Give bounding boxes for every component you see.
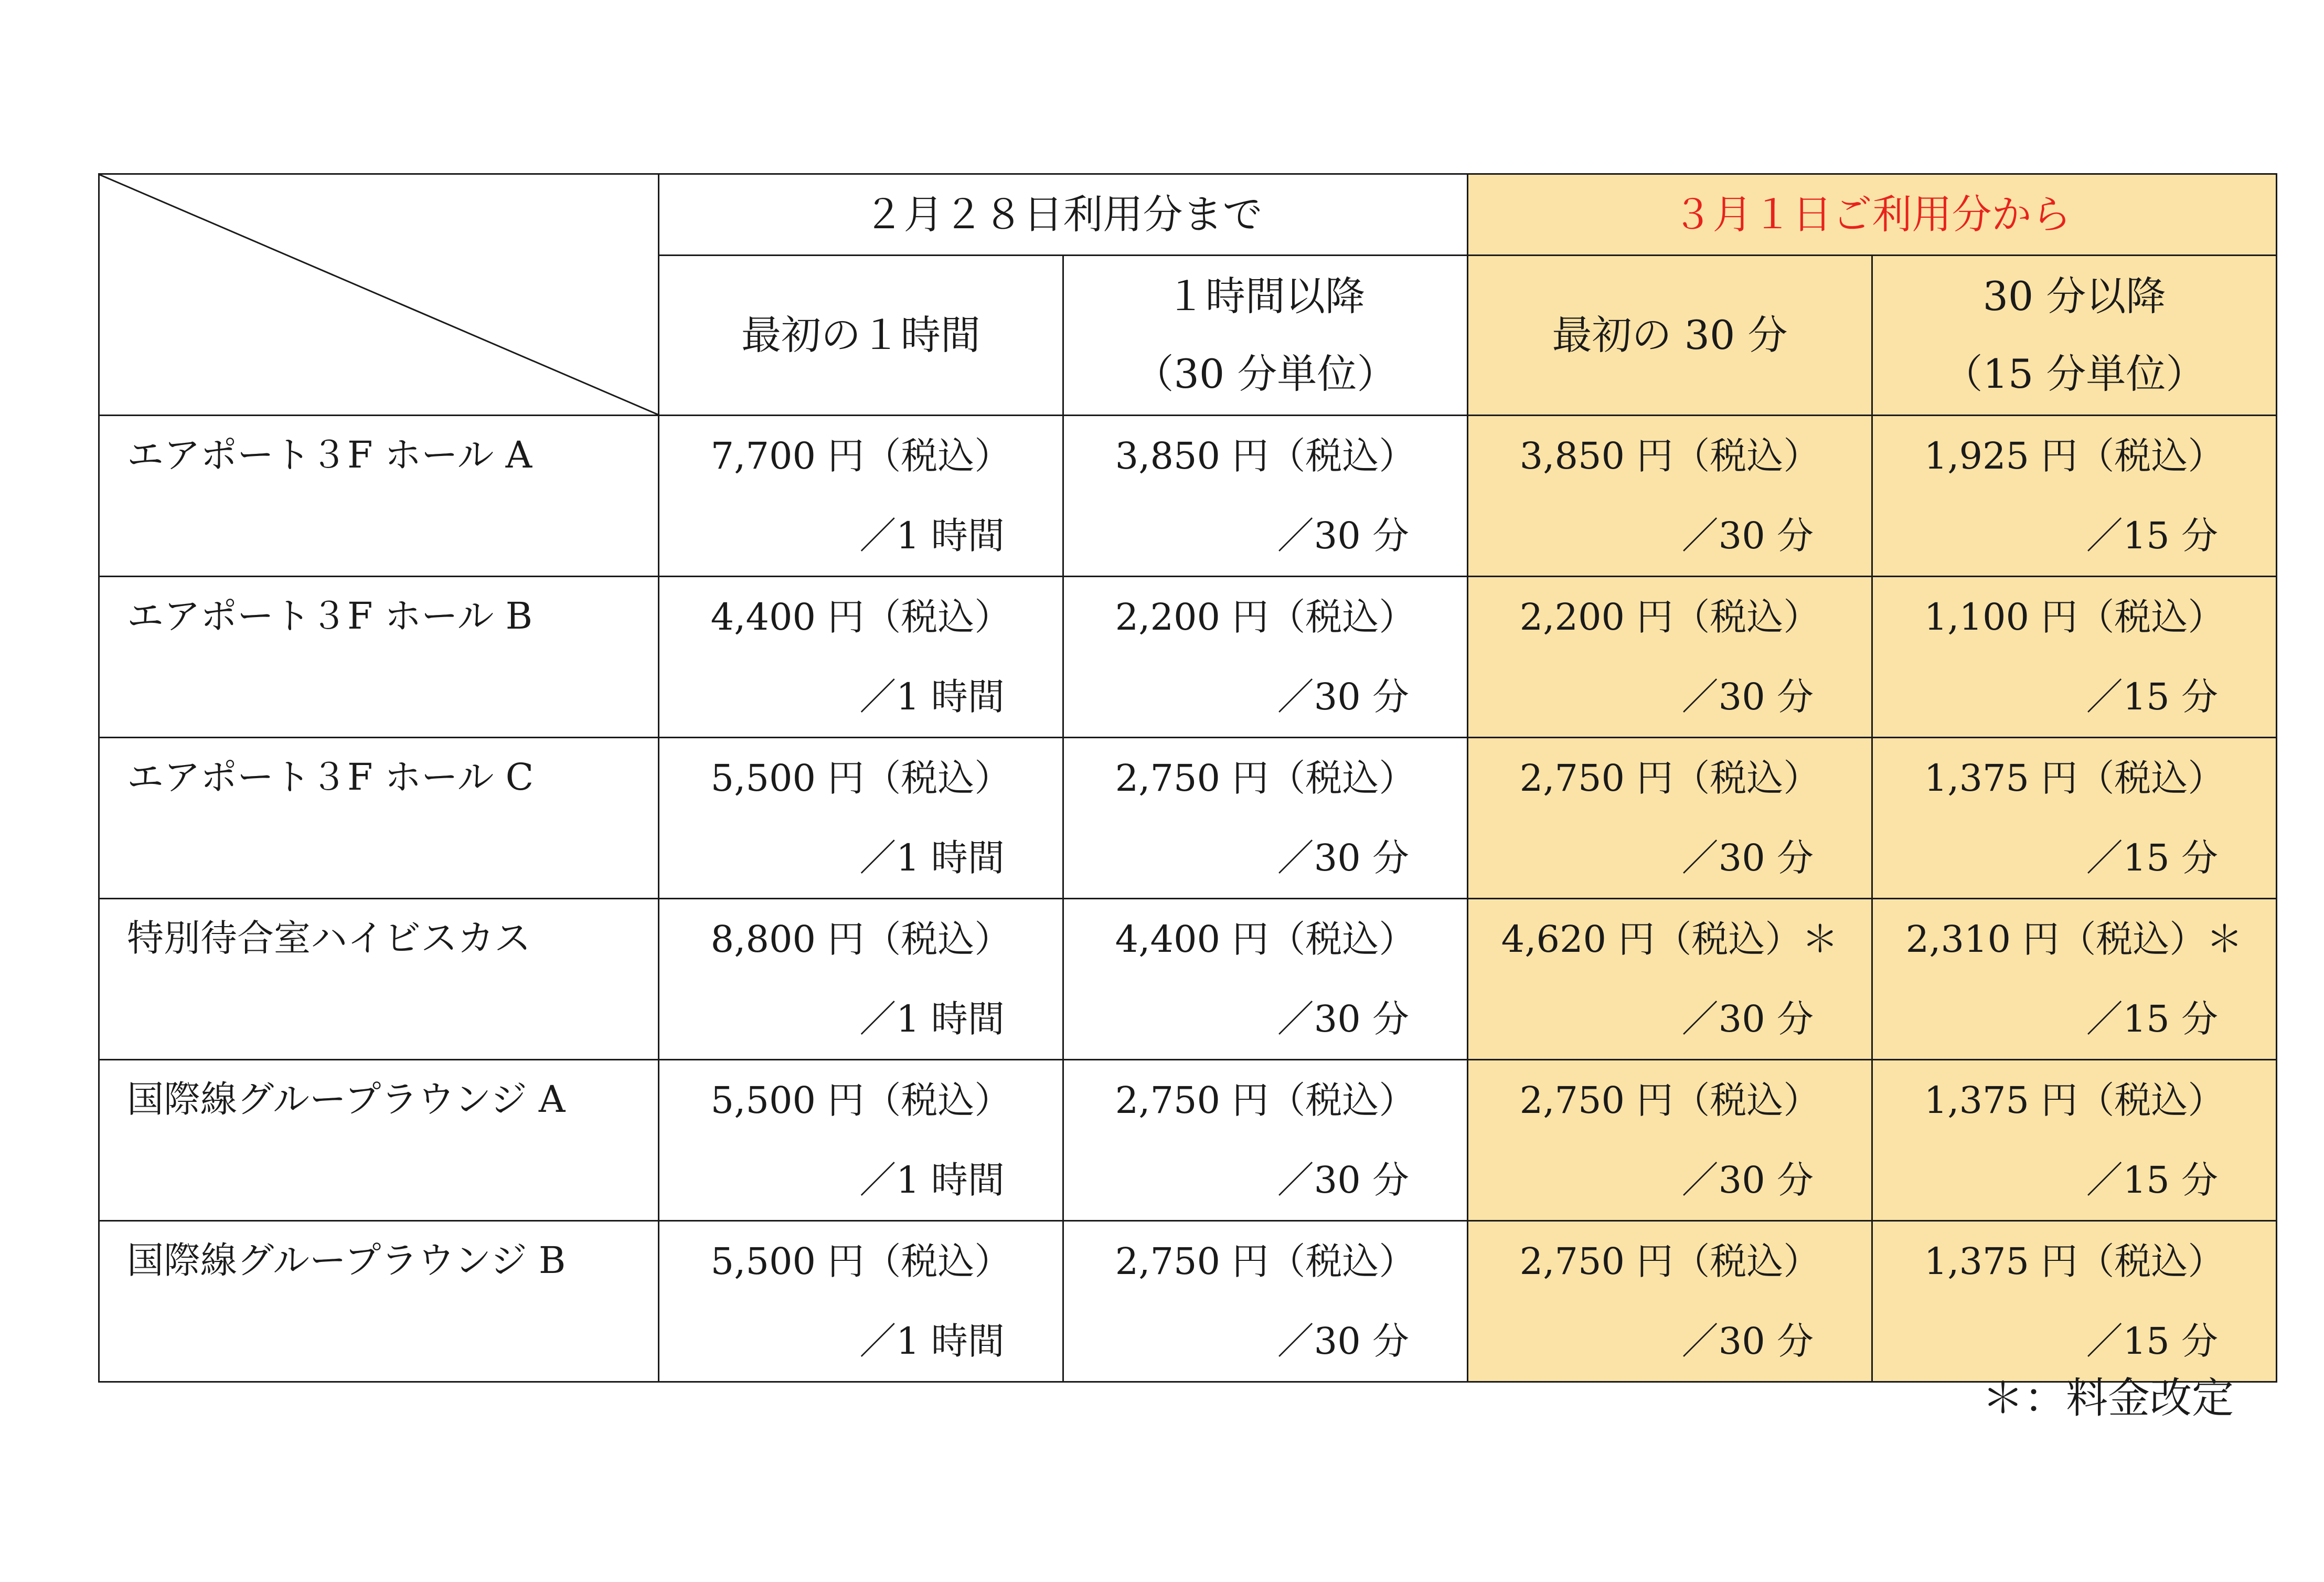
price-unit: ／1 時間 [859,514,1005,557]
venue-name: エアポート３F ホール C [99,738,659,899]
venue-name: 特別待合室ハイビスカス [99,899,659,1060]
price-amount: 8,800 円（税込） [710,918,1011,961]
price-unit: ／1 時間 [859,997,1005,1040]
header-col-first-30min [1468,256,1872,416]
price-amount: 1,100 円（税込） [1924,596,2225,639]
price-cell [1872,738,2277,899]
price-cell [1872,899,2277,1060]
price-unit: ／30 分 [1277,1159,1409,1202]
price-amount: 1,925 円（税込） [1924,434,2225,477]
header-col-line1: 最初の 30 分 [1552,312,1788,358]
table-row [99,1060,2277,1221]
price-unit: ／30 分 [1277,1320,1409,1363]
price-cell [1063,738,1468,899]
table-body [99,174,2277,1382]
price-cell [1872,416,2277,577]
price-cell [1063,577,1468,738]
price-amount: 2,750 円（税込） [1115,757,1416,800]
price-cell [1468,416,1872,577]
price-cell [1468,738,1872,899]
table-row [99,899,2277,1060]
price-amount: 2,200 円（税込） [1519,596,1820,639]
price-unit: ／1 時間 [859,836,1005,879]
price-amount: 2,750 円（税込） [1519,1240,1820,1283]
price-unit: ／1 時間 [859,675,1005,718]
price-unit: ／30 分 [1681,997,1814,1040]
price-unit: ／30 分 [1681,1159,1814,1202]
price-cell [659,1221,1063,1382]
price-amount: 4,400 円（税込） [1115,918,1416,961]
header-col-line1: 最初の１時間 [741,312,980,358]
table-row [99,577,2277,738]
footnote: ＊：料金改定 [1982,1374,2234,1422]
price-cell [1063,1221,1468,1382]
price-unit: ／30 分 [1681,1320,1814,1363]
price-unit: ／30 分 [1277,836,1409,879]
price-unit: ／15 分 [2086,514,2218,557]
price-cell [1468,1060,1872,1221]
price-amount: 4,400 円（税込） [710,596,1011,639]
header-col-after-30min [1872,256,2277,416]
header-row-periods [99,174,2277,256]
price-cell [1063,899,1468,1060]
price-cell [659,577,1063,738]
price-amount: 2,310 円（税込）＊ [1905,918,2243,961]
table-row [99,738,2277,899]
price-amount: 1,375 円（税込） [1924,1240,2225,1283]
price-cell [659,1060,1063,1221]
price-cell [1468,577,1872,738]
price-cell [1872,1060,2277,1221]
price-cell [1468,899,1872,1060]
price-amount: 2,750 円（税込） [1519,757,1820,800]
price-unit: ／30 分 [1681,514,1814,557]
price-unit: ／15 分 [2086,1320,2218,1363]
price-unit: ／30 分 [1681,836,1814,879]
header-col-line1: 30 分以降 [1982,273,2166,320]
price-amount: 3,850 円（税込） [1115,434,1416,477]
price-unit: ／15 分 [2086,997,2218,1040]
price-unit: ／15 分 [2086,675,2218,718]
price-amount: 2,750 円（税込） [1519,1079,1820,1122]
header-col-line2: （30 分単位） [1134,351,1397,397]
venue-name: エアポート３F ホール A [99,416,659,577]
price-amount: 2,200 円（税込） [1115,596,1416,639]
table-row [99,416,2277,577]
price-amount: 3,850 円（税込） [1519,434,1820,477]
price-amount: 5,500 円（税込） [710,757,1011,800]
corner-cell [99,174,659,416]
price-unit: ／1 時間 [859,1159,1005,1202]
price-amount: 1,375 円（税込） [1924,1079,2225,1122]
diagonal-line [100,175,658,415]
header-after-period: ３月１日ご利用分から [1468,174,2277,256]
price-unit: ／30 分 [1277,675,1409,718]
price-amount: 5,500 円（税込） [710,1240,1011,1283]
price-unit: ／30 分 [1277,997,1409,1040]
price-unit: ／15 分 [2086,1159,2218,1202]
header-col-line1: １時間以降 [1166,273,1365,320]
price-cell [659,738,1063,899]
price-amount: 2,750 円（税込） [1115,1079,1416,1122]
header-col-first-hour [659,256,1063,416]
venue-name: 国際線グループラウンジ B [99,1221,659,1382]
header-before-period: ２月２８日利用分まで [659,174,1468,256]
price-amount: 2,750 円（税込） [1115,1240,1416,1283]
price-cell [659,416,1063,577]
price-table [98,173,2277,1383]
price-cell [1872,1221,2277,1382]
price-cell [659,899,1063,1060]
price-unit: ／15 分 [2086,836,2218,879]
price-cell [1872,577,2277,738]
price-cell [1468,1221,1872,1382]
price-unit: ／30 分 [1681,675,1814,718]
header-col-line2: （15 分単位） [1943,351,2206,397]
price-unit: ／30 分 [1277,514,1409,557]
price-unit: ／1 時間 [859,1320,1005,1363]
price-amount: 4,620 円（税込）＊ [1501,918,1839,961]
venue-name: 国際線グループラウンジ A [99,1060,659,1221]
price-cell [1063,416,1468,577]
price-cell [1063,1060,1468,1221]
price-amount: 1,375 円（税込） [1924,757,2225,800]
table-row [99,1221,2277,1382]
header-col-after-hour [1063,256,1468,416]
venue-name: エアポート３F ホール B [99,577,659,738]
price-amount: 5,500 円（税込） [710,1079,1011,1122]
price-amount: 7,700 円（税込） [710,434,1011,477]
